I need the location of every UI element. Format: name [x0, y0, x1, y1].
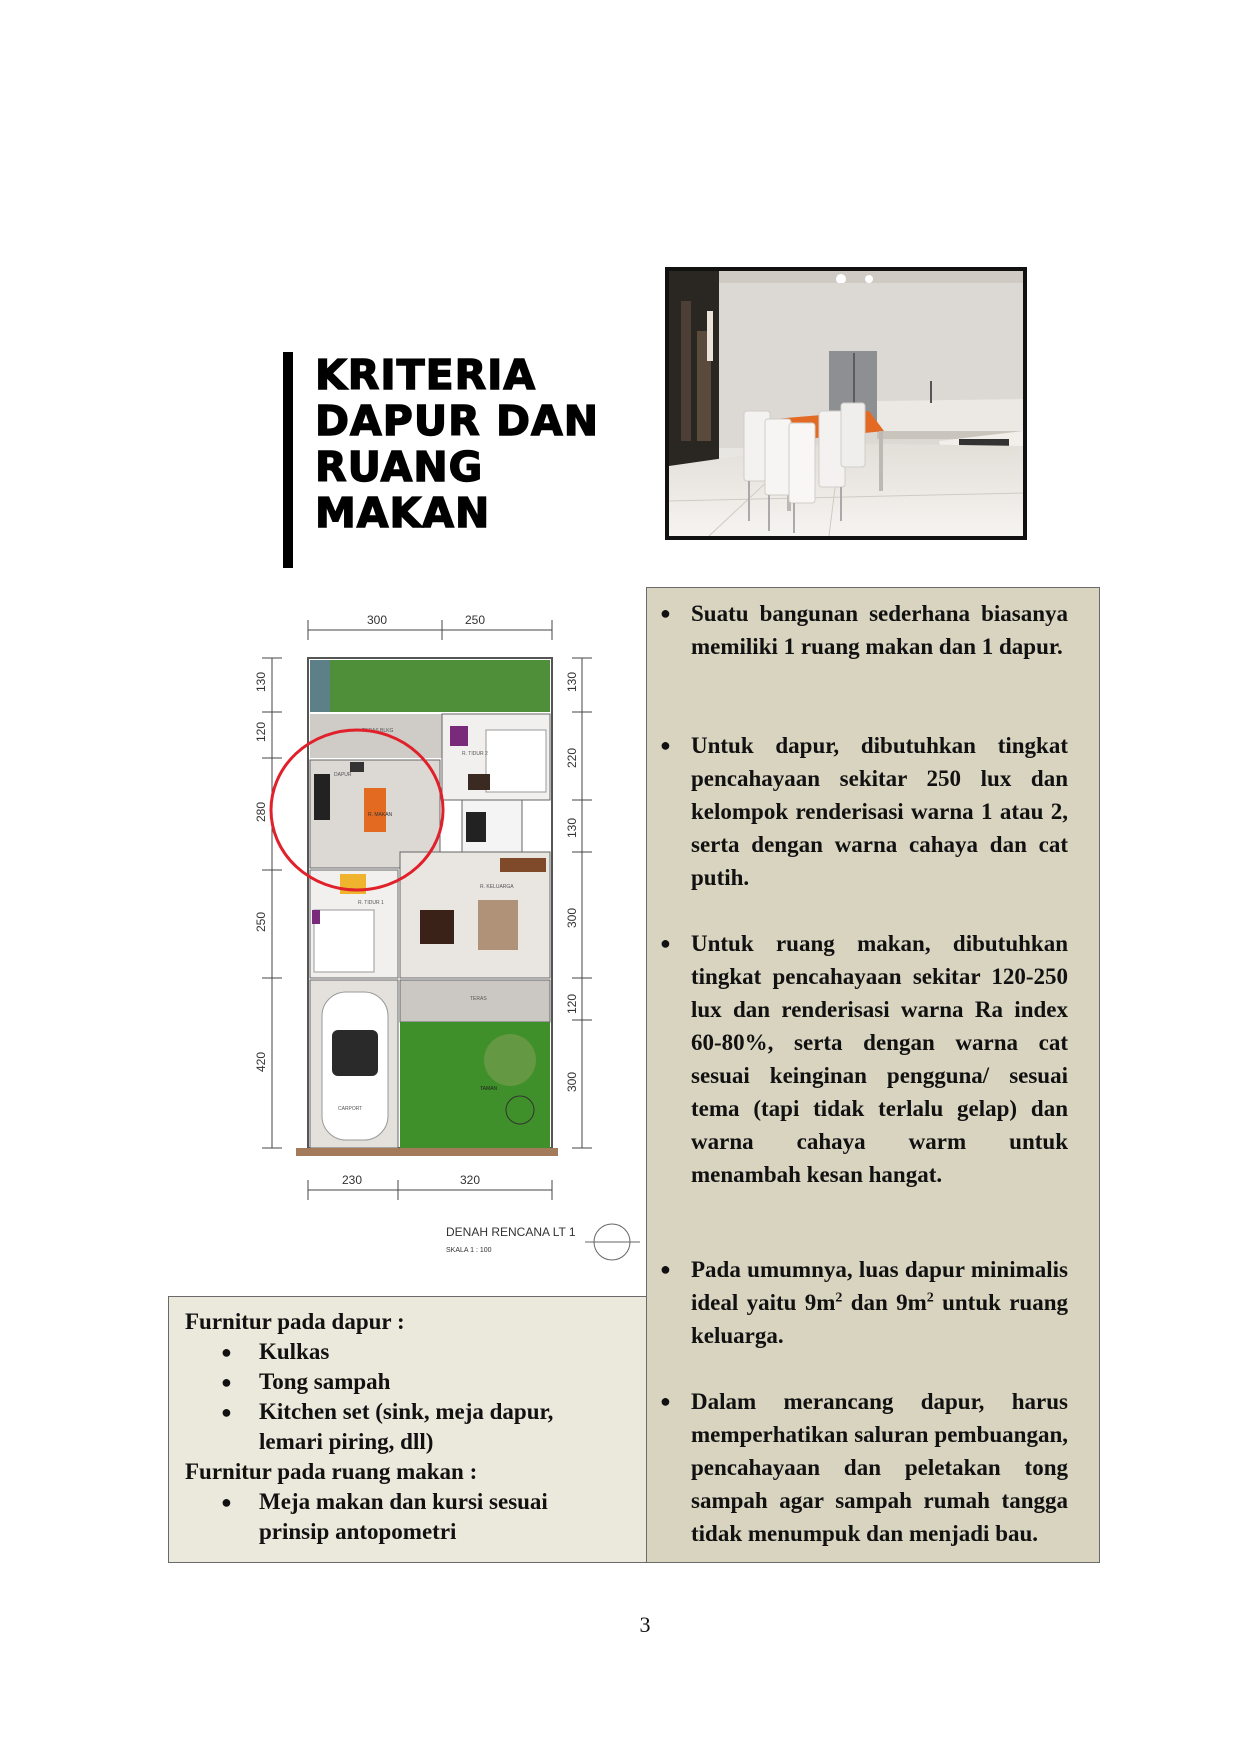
furniture-item: ● Tong sampah [259, 1367, 619, 1397]
title-line: MAKAN [315, 489, 491, 537]
list-item: ● Suatu bangunan sederhana biasanya memiliki 1 ruang makan dan 1 dapur. [691, 597, 1068, 663]
furniture-dapur-heading: Furnitur pada dapur : [185, 1309, 405, 1334]
furniture-item: ● Kitchen set (sink, meja dapur, lemari piring, dll) [221, 1399, 554, 1454]
floor-plan [230, 580, 648, 1305]
dim-left-5: 420 [254, 1051, 268, 1072]
dim-right-3: 130 [565, 817, 579, 838]
furniture-item: ● Kulkas [259, 1337, 619, 1367]
title-line: RUANG [315, 443, 484, 491]
label-r-makan: R. MAKAN [368, 812, 393, 818]
dim-left-4: 250 [254, 911, 268, 932]
title-line: DAPUR DAN [315, 397, 600, 445]
label-r-keluarga: R. KELUARGA [480, 884, 514, 890]
furniture-item: ● Meja makan dan kursi sesuai prinsip antopometri [221, 1489, 548, 1544]
list-item: ● Pada umumnya, luas dapur minimalis ideal yaitu $9m^2$ dan $9m^2$ untuk ruang keluarga. [691, 1253, 1068, 1352]
furniture-box [168, 1296, 647, 1563]
bullet-icon: ● [221, 1492, 232, 1512]
bullet-icon: ● [660, 735, 671, 755]
dim-right-5: 120 [565, 993, 579, 1014]
bullet-icon: ● [221, 1342, 232, 1362]
furniture-makan-heading: Furnitur pada ruang makan : [185, 1459, 478, 1484]
dim-left-2: 120 [254, 721, 268, 742]
kitchen-render-image [669, 271, 1023, 536]
dim-top-1: 300 [367, 613, 388, 627]
label-teras: TERAS [470, 996, 487, 1002]
page-number: 3 [639, 1612, 651, 1637]
list-item: ● Dalam merancang dapur, harus memperhatikan saluran pembuangan, pencahayaan dan peletakan tong sampah agar sampah rumah tangga tidak menumpuk dan menjadi bau. [691, 1385, 1068, 1550]
list-item: ● Untuk ruang makan, dibutuhkan tingkat pencahayaan sekitar 120-250 lux dan renderisasi warna Ra index 60-80%, serta dengan warna cat sesuai keinginan pengguna/ sesuai tema (tapi tidak terlalu gelap) dan warna cahaya warm untuk menambah kesan hangat. [691, 927, 1068, 1191]
dim-bottom-2: 320 [460, 1173, 481, 1187]
label-r-tidur-1: R. TIDUR 1 [358, 900, 384, 906]
kitchen-photo [665, 267, 1027, 540]
dim-left-1: 130 [254, 671, 268, 692]
bullet-icon: ● [221, 1372, 232, 1392]
dim-bottom-1: 230 [342, 1173, 363, 1187]
dim-right-4: 300 [565, 907, 579, 928]
label-teras-blkg: TERAS BLKG [362, 728, 394, 734]
page-title [315, 352, 645, 536]
label-carport: CARPORT [338, 1106, 363, 1112]
criteria-text-box [646, 587, 1100, 1563]
list-item: ● Untuk dapur, dibutuhkan tingkat pencahayaan sekitar 250 lux dan kelompok renderisasi warna 1 atau 2, serta dengan warna cahaya dan cat putih. [691, 729, 1068, 894]
bullet-icon: ● [660, 933, 671, 953]
title-line: KRITERIA [315, 351, 537, 399]
label-dapur: DAPUR [334, 772, 352, 778]
bullet-icon: ● [221, 1402, 232, 1422]
dim-right-2: 220 [565, 747, 579, 768]
bullet-icon: ● [660, 603, 671, 623]
floor-plan-drawing [230, 580, 648, 1305]
dim-left-3: 280 [254, 801, 268, 822]
plan-caption: DENAH RENCANA LT 1 [446, 1225, 576, 1239]
dim-top-2: 250 [465, 613, 486, 627]
bullet-icon: ● [660, 1391, 671, 1411]
dim-right-1: 130 [565, 671, 579, 692]
label-r-tidur-2: R. TIDUR 2 [462, 751, 488, 757]
title-accent-bar [283, 352, 293, 568]
label-taman: TAMAN [480, 1086, 498, 1092]
plan-scale: SKALA 1 : 100 [446, 1247, 492, 1254]
bullet-icon: ● [660, 1259, 671, 1279]
dim-right-6: 300 [565, 1071, 579, 1092]
